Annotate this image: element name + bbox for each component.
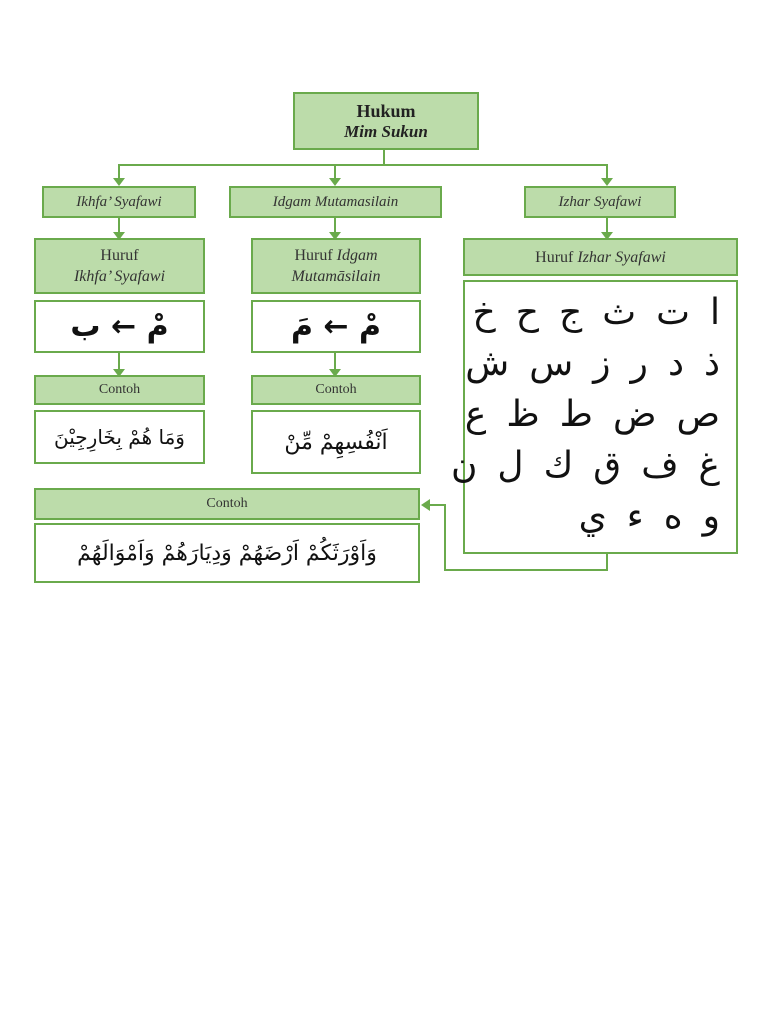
connector-ikhfa-formula-contoh (118, 353, 120, 375)
root-node (293, 92, 479, 150)
izhar-letter: ع (464, 393, 487, 435)
contoh-idgam-header (251, 375, 421, 405)
example-izhar-box (34, 523, 420, 583)
connector-horizontal (118, 164, 608, 166)
izhar-letter: ت (656, 292, 690, 334)
huruf-ikhfa-line1: Huruf (100, 247, 139, 264)
huruf-izhar-word-italic: Izhar Syafawi (577, 248, 666, 266)
izhar-letter: ء (626, 495, 644, 537)
izhar-letter: ج (558, 292, 583, 334)
izhar-letter: ط (559, 393, 593, 435)
formula-idgam-box (251, 300, 421, 353)
izhar-letter: ظ (506, 393, 540, 435)
izhar-letter: ض (612, 393, 657, 435)
contoh-ikhfa-header (34, 375, 205, 405)
huruf-ikhfa-line2: Ikhfa’ Syafawi (73, 268, 166, 285)
connector-ikhfa-down (118, 164, 120, 184)
izhar-letters-box (450, 280, 738, 554)
contoh-izhar-header (34, 488, 420, 520)
formula-ikhfa-box (34, 300, 205, 353)
connector-idgam-formula-contoh (334, 353, 336, 375)
izhar-letter: ث (602, 292, 637, 334)
izhar-letter: ح (515, 292, 539, 334)
izhar-letter: س (529, 343, 574, 385)
root-subtitle: Mim Sukun (344, 121, 428, 141)
izhar-letter: ز (593, 343, 611, 385)
formula-idgam: مْ ← مَ (291, 309, 381, 344)
izhar-letter: ص (676, 393, 720, 435)
root-title: Hukum (356, 100, 416, 121)
izhar-letter: د (667, 343, 684, 385)
formula-ikhfa: مْ ← ب (70, 309, 169, 344)
izhar-letter: ه (663, 495, 683, 537)
izhar-letter: ذ (703, 343, 720, 385)
izhar-letter: خ (472, 292, 496, 334)
connector-izhar-up (444, 504, 446, 571)
huruf-idgam-line2: Mutamāsilain (291, 268, 381, 285)
izhar-letter: ل (497, 444, 524, 486)
contoh-idgam-label: Contoh (315, 382, 357, 397)
huruf-idgam-word-italic: Idgam (336, 247, 378, 264)
izhar-letter-row (450, 444, 720, 488)
category-ikhfa-syafawi (42, 186, 196, 218)
huruf-ikhfa-node (34, 238, 205, 294)
connector-izhar-down (606, 164, 608, 184)
contoh-ikhfa-label: Contoh (98, 382, 141, 397)
connector-ikhfa-cat-huruf (118, 218, 120, 238)
huruf-izhar-node (463, 238, 738, 276)
izhar-letter: ك (543, 444, 574, 486)
contoh-izhar-label: Contoh (206, 496, 248, 511)
category-izhar-syafawi (524, 186, 676, 218)
connector-izhar-cat-huruf (606, 218, 608, 238)
izhar-letter: ي (578, 495, 607, 537)
huruf-izhar-line (535, 247, 666, 268)
izhar-letter: ف (641, 444, 679, 486)
izhar-letter: ش (465, 343, 510, 385)
example-idgam-box (251, 410, 421, 474)
izhar-letter: ق (593, 444, 622, 486)
example-ikhfa: وَمَا هُمْ بِخَارِجِيْنَ (54, 425, 185, 449)
category-ikhfa-label: Ikhfa’ Syafawi (76, 193, 162, 210)
izhar-letter: ا (709, 292, 720, 334)
connector-idgam-cat-huruf (334, 218, 336, 238)
izhar-letter-row (465, 342, 720, 386)
connector-idgam-down (334, 164, 336, 184)
huruf-izhar-word: Huruf (535, 248, 574, 266)
izhar-letter: ن (450, 444, 478, 486)
izhar-letter-row (472, 291, 720, 335)
izhar-letter-row (481, 495, 720, 539)
example-idgam: اَنْفُسِهِمْ مِّنْ (284, 429, 388, 455)
huruf-idgam-line1 (294, 245, 377, 266)
connector-izhar-bottom (444, 569, 608, 571)
example-ikhfa-box (34, 410, 205, 464)
izhar-letter-row (464, 393, 720, 437)
huruf-idgam-node (251, 238, 421, 294)
category-idgam-mutamasilain (229, 186, 442, 218)
category-idgam-label: Idgam Mutamasilain (272, 193, 399, 210)
izhar-letter: غ (698, 444, 720, 486)
category-izhar-label: Izhar Syafawi (558, 193, 642, 210)
connector-izhar-left (424, 504, 446, 506)
izhar-letter: ر (630, 343, 648, 385)
izhar-letter: و (702, 495, 720, 537)
example-izhar: وَاَوْرَثَكُمْ اَرْضَهُمْ وَدِيَارَهُمْ وَاَمْوَالَهُمْ (77, 540, 377, 566)
huruf-idgam-word: Huruf (294, 247, 333, 264)
